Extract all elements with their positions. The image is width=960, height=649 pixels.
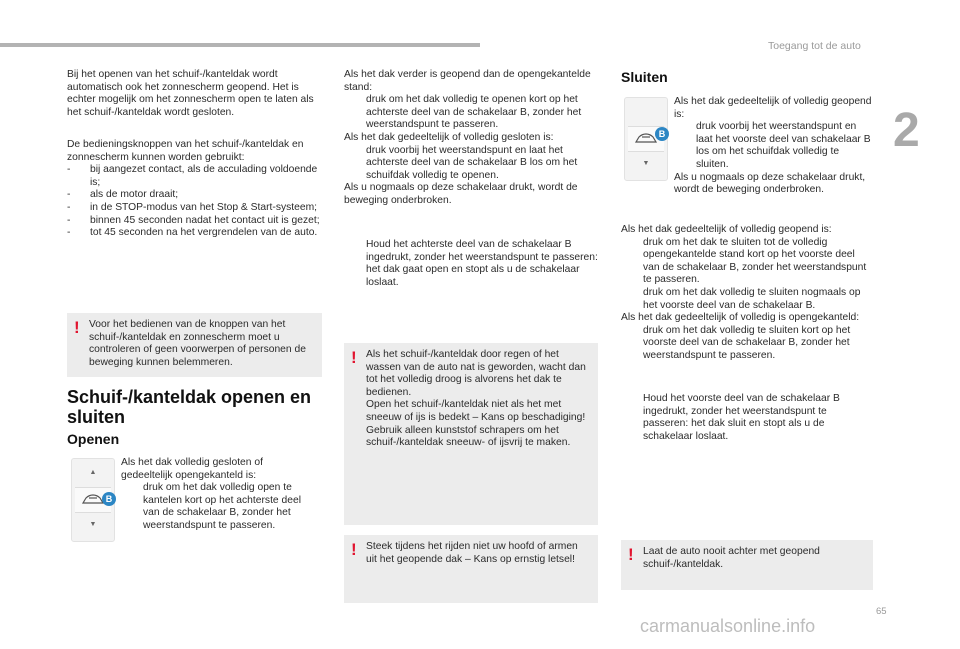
- section-title-sluiten: Sluiten: [621, 69, 668, 85]
- header-title: Toegang tot de auto: [768, 40, 861, 52]
- warning-note-leave: [621, 540, 873, 590]
- list-item: - in de STOP-modus van het Stop & Start-systeem;: [67, 201, 318, 213]
- list-item: Houd het achterste deel van de schakelaar B ingedrukt, zonder het weerstandspunt te passeren: het dak gaat open en stopt als u de schakelaar loslaat.: [366, 239, 598, 288]
- col2-line3: Als u nogmaals op deze schakelaar drukt, wordt de beweging onderbroken.: [344, 182, 578, 206]
- col3-instructions: [621, 224, 873, 363]
- close-stop: Als u nogmaals op deze schakelaar drukt, wordt de beweging onderbroken.: [674, 171, 866, 196]
- list-item: druk voorbij het weerstandspunt en laat het achterste deel van de schakelaar B los om het schuifdak volledig te openen.: [366, 144, 578, 181]
- conditions-block: [67, 139, 322, 240]
- intro-paragraph: [67, 69, 322, 119]
- col3-line-b: Als het dak gedeeltelijk of volledig is opengekanteld:: [621, 312, 860, 324]
- warning-icon: !: [628, 545, 634, 564]
- sunroof-switch-image: [624, 97, 668, 181]
- list-item: druk om het dak volledig te sluiten kort op het voorste deel van de schakelaar B, zonder het weerstandspunt te passeren.: [643, 324, 851, 361]
- switch-badge-b: B: [655, 127, 669, 141]
- down-arrow-icon: ▼: [89, 521, 97, 528]
- down-arrow-icon: ▼: [642, 160, 650, 167]
- warning-icon: !: [351, 348, 357, 367]
- col2-line1: Als het dak verder is geopend dan de opengekantelde stand:: [344, 69, 591, 93]
- up-arrow-icon: ▲: [89, 469, 97, 476]
- warning-text: Voor het bedienen van de knoppen van het schuif-/kanteldak en zonnescherm moet u controleren of geen voorwerpen of personen de beweging kunnen belemmeren.: [89, 319, 306, 368]
- list-item: Houd het voorste deel van de schakelaar B ingedrukt, zonder het weerstandspunt te passeren: het dak sluit en stopt als u de schakelaar loslaat.: [643, 393, 840, 442]
- close-text: Als het dak gedeeltelijk of volledig geopend is:: [674, 96, 872, 120]
- warning-text: Als het schuif-/kanteldak door regen of het wassen van de auto nat is geworden, wacht dan tot het volledig droog is alvorens het dak te bedienen. Open het schuif-/kanteldak niet als het met sneeuw of ijs is bedekt – Kans op beschadiging! Gebruik alleen kunststof schrapers om het schuif-/kanteldak sneeuw- of ijsvrij te maken.: [366, 349, 586, 449]
- switch-badge-b: B: [102, 492, 116, 506]
- close-instructions: [674, 96, 872, 197]
- warning-icon: !: [351, 540, 357, 559]
- section-title: Schuif-/kanteldak openen en sluiten: [67, 387, 312, 427]
- warning-note-objects: [67, 313, 322, 377]
- list-item: - als de motor draait;: [67, 189, 179, 201]
- col3-hold-instruction: [621, 393, 873, 443]
- conditions-intro: De bedieningsknoppen van het schuif-/kanteldak en zonnescherm kunnen worden gebruikt:: [67, 139, 304, 163]
- col3-line-a: Als het dak gedeeltelijk of volledig geopend is:: [621, 224, 832, 235]
- warning-note-head: [344, 535, 598, 603]
- warning-note-rain: [344, 343, 598, 525]
- list-item: druk voorbij het weerstandspunt en laat het voorste deel van schakelaar B los om het schuifdak volledig te sluiten.: [696, 121, 871, 170]
- list-item: druk om het dak volledig open te kantelen kort op het achterste deel van de schakelaar B, zonder het weerstandspunt te passeren.: [143, 482, 301, 531]
- list-item: - tot 45 seconden na het vergrendelen van de auto.: [67, 227, 318, 239]
- subsection-title-openen: Openen: [67, 431, 120, 447]
- list-item: - bij aangezet contact, als de acculading voldoende is;: [67, 164, 318, 188]
- warning-text: Laat de auto nooit achter met geopend schuif-/kanteldak.: [643, 546, 820, 570]
- list-item: druk om het dak te sluiten tot de volledig opengekantelde stand kort op het voorste deel van de schakelaar B, zonder het weerstandspunt te passeren.: [643, 236, 867, 286]
- list-item: - binnen 45 seconden nadat het contact uit is gezet;: [67, 214, 320, 226]
- page-number: 65: [876, 606, 887, 617]
- conditions-list: [67, 164, 322, 240]
- col2-hold-instruction: [344, 239, 598, 289]
- warning-text: Steek tijdens het rijden niet uw hoofd of armen uit het geopende dak – Kans op ernstig letsel!: [366, 541, 578, 565]
- list-item: druk om het dak volledig te openen kort op het achterste deel van de schakelaar B, zonder het weerstandspunt te passeren.: [366, 94, 582, 131]
- sunroof-switch-image: [71, 458, 115, 542]
- col2-instructions: [344, 69, 598, 208]
- open-instructions: [121, 457, 316, 533]
- watermark: carmanualsonline.info: [640, 616, 816, 636]
- warning-icon: !: [74, 318, 80, 337]
- header-rule: [0, 43, 480, 47]
- intro-text: Bij het openen van het schuif-/kanteldak wordt automatisch ook het zonnescherm geopend. Het is echter mogelijk om het zonnescherm open te laten als het schuif-/kanteldak wordt gesloten.: [67, 69, 314, 118]
- col2-line2: Als het dak gedeeltelijk of volledig gesloten is:: [344, 131, 554, 143]
- chapter-number: 2: [893, 104, 920, 157]
- list-item: druk om het dak volledig te sluiten nogmaals op het voorste deel van de schakelaar B.: [643, 286, 861, 311]
- open-text: Als het dak volledig gesloten of gedeeltelijk opengekanteld is:: [121, 457, 263, 481]
